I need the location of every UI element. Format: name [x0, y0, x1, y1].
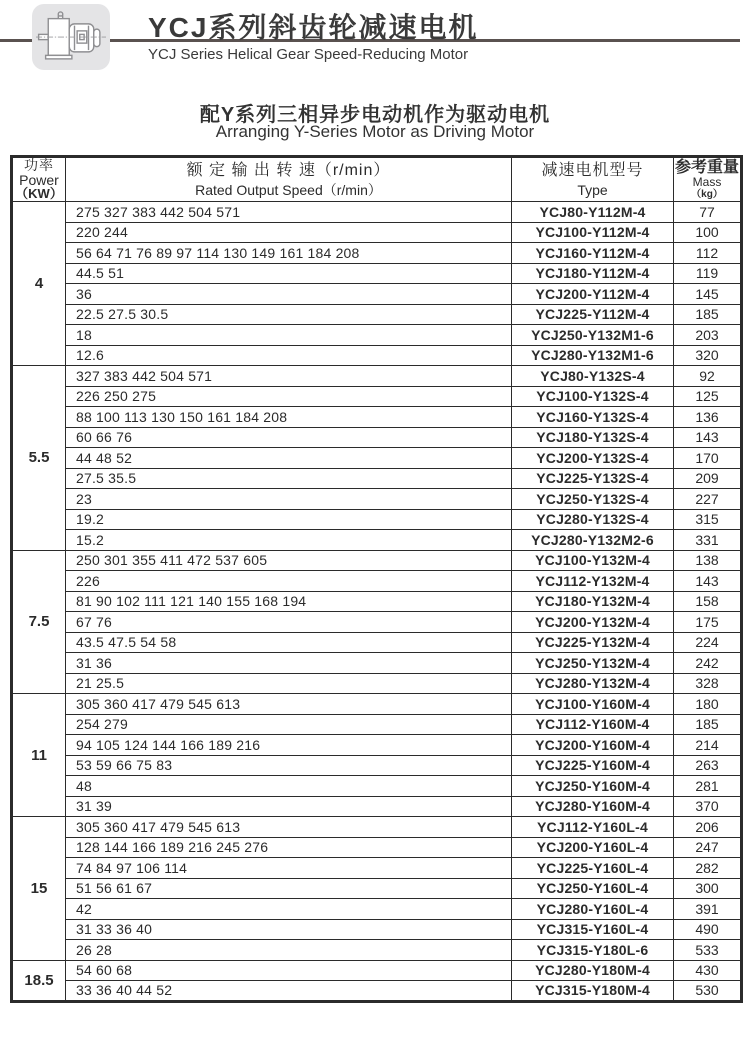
rated-output-speed-cell: 26 28 — [66, 940, 512, 961]
table-row — [12, 407, 742, 428]
motor-type-cell: YCJ200-Y132M-4 — [512, 612, 674, 633]
rated-output-speed-cell: 226 — [66, 571, 512, 592]
mass-cell: 328 — [674, 673, 742, 694]
table-row — [12, 735, 742, 756]
table-row — [12, 694, 742, 715]
table-row — [12, 776, 742, 797]
power-header-en: Power — [19, 172, 59, 188]
power-group-cell: 11 — [12, 694, 66, 817]
table-row — [12, 571, 742, 592]
section-subtitle-en: Arranging Y-Series Motor as Driving Motor — [215, 122, 535, 141]
mass-cell: 533 — [674, 940, 742, 961]
gear-motor-drawing — [36, 8, 106, 66]
power-group-cell: 15 — [12, 817, 66, 961]
rated-output-speed-cell: 48 — [66, 776, 512, 797]
motor-type-cell: YCJ280-Y132S-4 — [512, 509, 674, 530]
rated-output-speed-cell: 44.5 51 — [66, 263, 512, 284]
mass-cell: 320 — [674, 345, 742, 366]
table-header-row — [12, 157, 742, 202]
motor-type-cell: YCJ200-Y160L-4 — [512, 837, 674, 858]
motor-type-cell: YCJ280-Y160L-4 — [512, 899, 674, 920]
rated-output-speed-cell: 23 — [66, 489, 512, 510]
column-header-speed — [66, 157, 512, 202]
mass-cell: 138 — [674, 550, 742, 571]
table-row — [12, 530, 742, 551]
rated-output-speed-cell: 275 327 383 442 504 571 — [66, 202, 512, 223]
motor-type-cell: YCJ112-Y132M-4 — [512, 571, 674, 592]
mass-cell: 175 — [674, 612, 742, 633]
motor-type-cell: YCJ280-Y160M-4 — [512, 796, 674, 817]
motor-type-cell: YCJ100-Y160M-4 — [512, 694, 674, 715]
table-row — [12, 858, 742, 879]
rated-output-speed-cell: 44 48 52 — [66, 448, 512, 469]
rated-output-speed-cell: 19.2 — [66, 509, 512, 530]
mass-cell: 282 — [674, 858, 742, 879]
rated-output-speed-cell: 94 105 124 144 166 189 216 — [66, 735, 512, 756]
mass-cell: 209 — [674, 468, 742, 489]
table-row — [12, 981, 742, 1002]
mass-cell: 143 — [674, 427, 742, 448]
motor-type-cell: YCJ112-Y160L-4 — [512, 817, 674, 838]
rated-output-speed-cell: 254 279 — [66, 714, 512, 735]
table-row — [12, 878, 742, 899]
column-header-mass — [674, 157, 742, 202]
table-row — [12, 222, 742, 243]
rated-output-speed-cell: 88 100 113 130 150 161 184 208 — [66, 407, 512, 428]
motor-type-cell: YCJ80-Y112M-4 — [512, 202, 674, 223]
motor-type-cell: YCJ200-Y112M-4 — [512, 284, 674, 305]
motor-type-cell: YCJ250-Y132M-4 — [512, 653, 674, 674]
table-row — [12, 345, 742, 366]
rated-output-speed-cell: 21 25.5 — [66, 673, 512, 694]
column-header-type — [512, 157, 674, 202]
rated-output-speed-cell: 15.2 — [66, 530, 512, 551]
mass-cell: 206 — [674, 817, 742, 838]
table-row — [12, 243, 742, 264]
rated-output-speed-cell: 31 33 36 40 — [66, 919, 512, 940]
power-group-cell: 5.5 — [12, 366, 66, 551]
rated-output-speed-cell: 250 301 355 411 472 537 605 — [66, 550, 512, 571]
mass-cell: 315 — [674, 509, 742, 530]
mass-header-en: Mass — [692, 174, 722, 189]
mass-header-unit: （kg） — [691, 188, 723, 200]
rated-output-speed-cell: 12.6 — [66, 345, 512, 366]
motor-type-cell: YCJ225-Y112M-4 — [512, 304, 674, 325]
speed-header-en: Rated Output Speed（r/min） — [195, 182, 382, 198]
rated-output-speed-cell: 128 144 166 189 216 245 276 — [66, 837, 512, 858]
mass-cell: 370 — [674, 796, 742, 817]
rated-output-speed-cell: 43.5 47.5 54 58 — [66, 632, 512, 653]
rated-output-speed-cell: 53 59 66 75 83 — [66, 755, 512, 776]
column-header-power — [12, 157, 66, 202]
rated-output-speed-cell: 51 56 61 67 — [66, 878, 512, 899]
rated-output-speed-cell: 18 — [66, 325, 512, 346]
page-title-zh: YCJ系列斜齿轮减速电机 — [148, 12, 479, 43]
mass-cell: 170 — [674, 448, 742, 469]
rated-output-speed-cell: 74 84 97 106 114 — [66, 858, 512, 879]
table-row — [12, 755, 742, 776]
table-row — [12, 284, 742, 305]
mass-cell: 203 — [674, 325, 742, 346]
table-row — [12, 940, 742, 961]
mass-cell: 185 — [674, 304, 742, 325]
mass-cell: 263 — [674, 755, 742, 776]
motor-type-cell: YCJ200-Y160M-4 — [512, 735, 674, 756]
table-row — [12, 817, 742, 838]
mass-cell: 242 — [674, 653, 742, 674]
motor-type-cell: YCJ160-Y132S-4 — [512, 407, 674, 428]
rated-output-speed-cell: 60 66 76 — [66, 427, 512, 448]
table-row — [12, 304, 742, 325]
rated-output-speed-cell: 327 383 442 504 571 — [66, 366, 512, 387]
gear-motor-icon — [32, 4, 110, 70]
rated-output-speed-cell: 33 36 40 44 52 — [66, 981, 512, 1002]
mass-cell: 300 — [674, 878, 742, 899]
motor-type-cell: YCJ180-Y132M-4 — [512, 591, 674, 612]
mass-cell: 143 — [674, 571, 742, 592]
rated-output-speed-cell: 31 39 — [66, 796, 512, 817]
motor-type-cell: YCJ80-Y132S-4 — [512, 366, 674, 387]
speed-header-zh: 额 定 输 出 转 速（r/min） — [186, 162, 391, 179]
mass-cell: 247 — [674, 837, 742, 858]
table-row — [12, 448, 742, 469]
mass-cell: 158 — [674, 591, 742, 612]
rated-output-speed-cell: 27.5 35.5 — [66, 468, 512, 489]
mass-cell: 490 — [674, 919, 742, 940]
table-row — [12, 468, 742, 489]
rated-output-speed-cell: 31 36 — [66, 653, 512, 674]
power-group-cell: 4 — [12, 202, 66, 366]
mass-cell: 136 — [674, 407, 742, 428]
table-row — [12, 489, 742, 510]
rated-output-speed-cell: 67 76 — [66, 612, 512, 633]
mass-cell: 214 — [674, 735, 742, 756]
mass-cell: 100 — [674, 222, 742, 243]
rated-output-speed-cell: 220 244 — [66, 222, 512, 243]
table-row — [12, 714, 742, 735]
mass-cell: 112 — [674, 243, 742, 264]
motor-type-cell: YCJ250-Y132S-4 — [512, 489, 674, 510]
motor-type-cell: YCJ100-Y132M-4 — [512, 550, 674, 571]
rated-output-speed-cell: 226 250 275 — [66, 386, 512, 407]
table-row — [12, 386, 742, 407]
motor-type-cell: YCJ160-Y112M-4 — [512, 243, 674, 264]
motor-type-cell: YCJ225-Y160M-4 — [512, 755, 674, 776]
motor-type-cell: YCJ225-Y132S-4 — [512, 468, 674, 489]
motor-type-cell: YCJ280-Y180M-4 — [512, 960, 674, 981]
motor-type-cell: YCJ225-Y160L-4 — [512, 858, 674, 879]
power-header-unit: （KW） — [15, 186, 63, 201]
motor-type-cell: YCJ180-Y112M-4 — [512, 263, 674, 284]
rated-output-speed-cell: 36 — [66, 284, 512, 305]
table-row — [12, 899, 742, 920]
mass-cell: 77 — [674, 202, 742, 223]
power-group-cell: 7.5 — [12, 550, 66, 694]
mass-header-zh: 参考重量 — [674, 158, 739, 176]
motor-type-cell: YCJ280-Y132M2-6 — [512, 530, 674, 551]
rated-output-speed-cell: 22.5 27.5 30.5 — [66, 304, 512, 325]
table-row — [12, 632, 742, 653]
spec-table-body — [12, 202, 742, 1002]
rated-output-speed-cell: 305 360 417 479 545 613 — [66, 817, 512, 838]
power-group-cell: 18.5 — [12, 960, 66, 1001]
motor-type-cell: YCJ100-Y112M-4 — [512, 222, 674, 243]
mass-cell: 530 — [674, 981, 742, 1002]
mass-cell: 119 — [674, 263, 742, 284]
motor-type-cell: YCJ100-Y132S-4 — [512, 386, 674, 407]
mass-cell: 430 — [674, 960, 742, 981]
motor-type-cell: YCJ250-Y160M-4 — [512, 776, 674, 797]
rated-output-speed-cell: 81 90 102 111 121 140 155 168 194 — [66, 591, 512, 612]
mass-cell: 185 — [674, 714, 742, 735]
table-row — [12, 673, 742, 694]
motor-type-cell: YCJ180-Y132S-4 — [512, 427, 674, 448]
mass-cell: 224 — [674, 632, 742, 653]
power-header-zh: 功率 — [24, 157, 54, 173]
mass-cell: 180 — [674, 694, 742, 715]
table-row — [12, 202, 742, 223]
rated-output-speed-cell: 56 64 71 76 89 97 114 130 149 161 184 208 — [66, 243, 512, 264]
rated-output-speed-cell: 305 360 417 479 545 613 — [66, 694, 512, 715]
table-row — [12, 366, 742, 387]
mass-cell: 281 — [674, 776, 742, 797]
motor-type-cell: YCJ315-Y180M-4 — [512, 981, 674, 1002]
motor-type-cell: YCJ280-Y132M-4 — [512, 673, 674, 694]
motor-type-cell: YCJ280-Y132M1-6 — [512, 345, 674, 366]
mass-cell: 331 — [674, 530, 742, 551]
type-header-en: Type — [577, 182, 608, 198]
motor-type-cell: YCJ250-Y132M1-6 — [512, 325, 674, 346]
table-row — [12, 919, 742, 940]
table-row — [12, 325, 742, 346]
motor-type-cell: YCJ225-Y132M-4 — [512, 632, 674, 653]
mass-cell: 92 — [674, 366, 742, 387]
motor-type-cell: YCJ112-Y160M-4 — [512, 714, 674, 735]
table-row — [12, 653, 742, 674]
type-header-zh: 减速电机型号 — [541, 162, 644, 179]
mass-cell: 125 — [674, 386, 742, 407]
table-row — [12, 263, 742, 284]
motor-type-cell: YCJ315-Y180L-6 — [512, 940, 674, 961]
rated-output-speed-cell: 42 — [66, 899, 512, 920]
page-title-en: YCJ Series Helical Gear Speed-Reducing Motor — [148, 46, 469, 63]
table-row — [12, 837, 742, 858]
table-row — [12, 960, 742, 981]
section-subtitle-zh: 配Y系列三相异步电动机作为驱动电机 — [199, 104, 551, 126]
table-row — [12, 591, 742, 612]
motor-type-cell: YCJ250-Y160L-4 — [512, 878, 674, 899]
mass-cell: 391 — [674, 899, 742, 920]
table-row — [12, 427, 742, 448]
table-row — [12, 796, 742, 817]
motor-type-cell: YCJ200-Y132S-4 — [512, 448, 674, 469]
motor-spec-table — [10, 155, 743, 1003]
table-row — [12, 509, 742, 530]
table-row — [12, 550, 742, 571]
mass-cell: 227 — [674, 489, 742, 510]
motor-type-cell: YCJ315-Y160L-4 — [512, 919, 674, 940]
table-row — [12, 612, 742, 633]
rated-output-speed-cell: 54 60 68 — [66, 960, 512, 981]
mass-cell: 145 — [674, 284, 742, 305]
